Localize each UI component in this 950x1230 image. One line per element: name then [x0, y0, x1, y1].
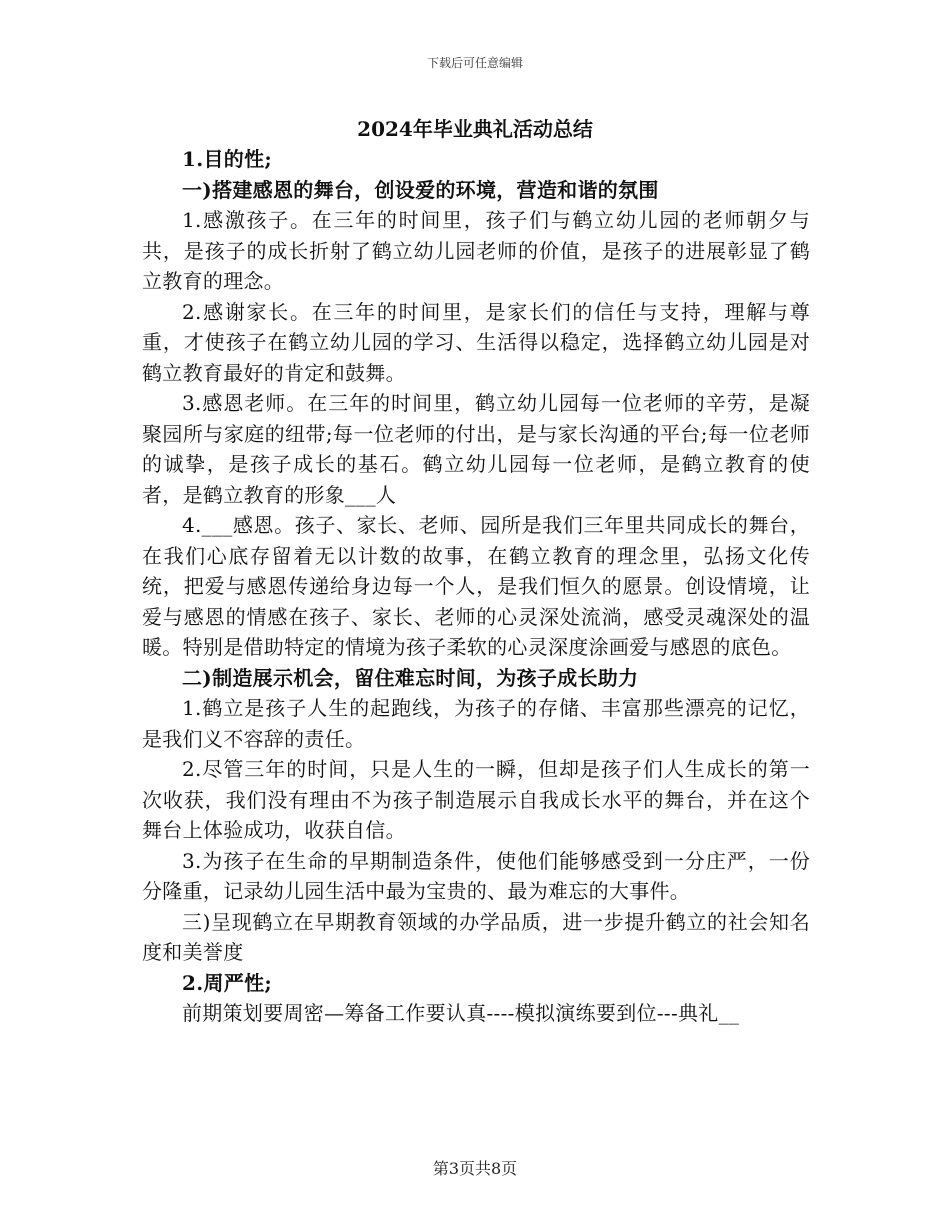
paragraph: 三)呈现鹤立在早期教育领域的办学品质，进一步提升鹤立的社会知名度和美誉度 — [142, 909, 810, 964]
paragraph: 1.感激孩子。在三年的时间里，孩子们与鹤立幼儿园的老师朝夕与共，是孩子的成长折射了鹤立幼儿园老师的价值，是孩子的进展彰显了鹤立教育的理念。 — [142, 208, 810, 293]
paragraph: 2.感谢家长。在三年的时间里，是家长们的信任与支持，理解与尊重，才使孩子在鹤立幼儿园的学习、生活得以稳定，选择鹤立幼儿园是对鹤立教育最好的肯定和鼓舞。 — [142, 299, 810, 385]
section-heading-rigor: 2.周严性; — [182, 970, 273, 995]
paragraph: 前期策划要周密—筹备工作要认真----模拟演练要到位---典礼__ — [182, 1001, 740, 1025]
subsection-heading-2: 二)制造展示机会，留住难忘时间，为孩子成长助力 — [182, 665, 639, 690]
paragraph: 2.尽管三年的时间，只是人生的一瞬，但却是孩子们人生成长的第一次收获，我们没有理由不为孩子制造展示自我成长水平的舞台，并在这个舞台上体验成功，收获自信。 — [142, 757, 810, 842]
paragraph: 1.鹤立是孩子人生的起跑线，为孩子的存储、丰富那些漂亮的记忆，是我们义不容辞的责任。 — [142, 696, 810, 751]
paragraph: 4.___感恩。孩子、家长、老师、园所是我们三年里共同成长的舞台，在我们心底存留着无以计数的故事，在鹤立教育的理念里，弘扬文化传统，把爱与感恩传递给身边每一个人，是我们恒久的愿景。创设情境，让爱与感恩的情感在孩子、家长、老师的心灵深处流淌，感受灵魂深处的温暖。特别是借助特定的情境为孩子柔软的心灵深度涂画爱与感恩的底色。 — [142, 513, 810, 659]
paragraph: 3.感恩老师。在三年的时间里，鹤立幼儿园每一位老师的辛劳，是凝聚园所与家庭的纽带;每一位老师的付出，是与家长沟通的平台;每一位老师的诚挚，是孩子成长的基石。鹤立幼儿园每一位老师，是鹤立教育的使者，是鹤立教育的形象___人 — [142, 391, 810, 507]
paragraph: 3.为孩子在生命的早期制造条件，使他们能够感受到一分庄严，一份分隆重，记录幼儿园生活中最为宝贵的、最为难忘的大事件。 — [142, 848, 810, 903]
section-heading-purpose: 1.目的性; — [182, 147, 273, 171]
document-title: 2024年毕业典礼活动总结 — [357, 117, 593, 141]
subsection-heading-1: 一)搭建感恩的舞台，创设爱的环境，营造和谐的氛围 — [182, 177, 659, 202]
page-number: 第3页共8页 — [432, 1159, 518, 1178]
document-body — [142, 144, 810, 1029]
header-note: 下载后可任意编辑 — [426, 56, 523, 70]
